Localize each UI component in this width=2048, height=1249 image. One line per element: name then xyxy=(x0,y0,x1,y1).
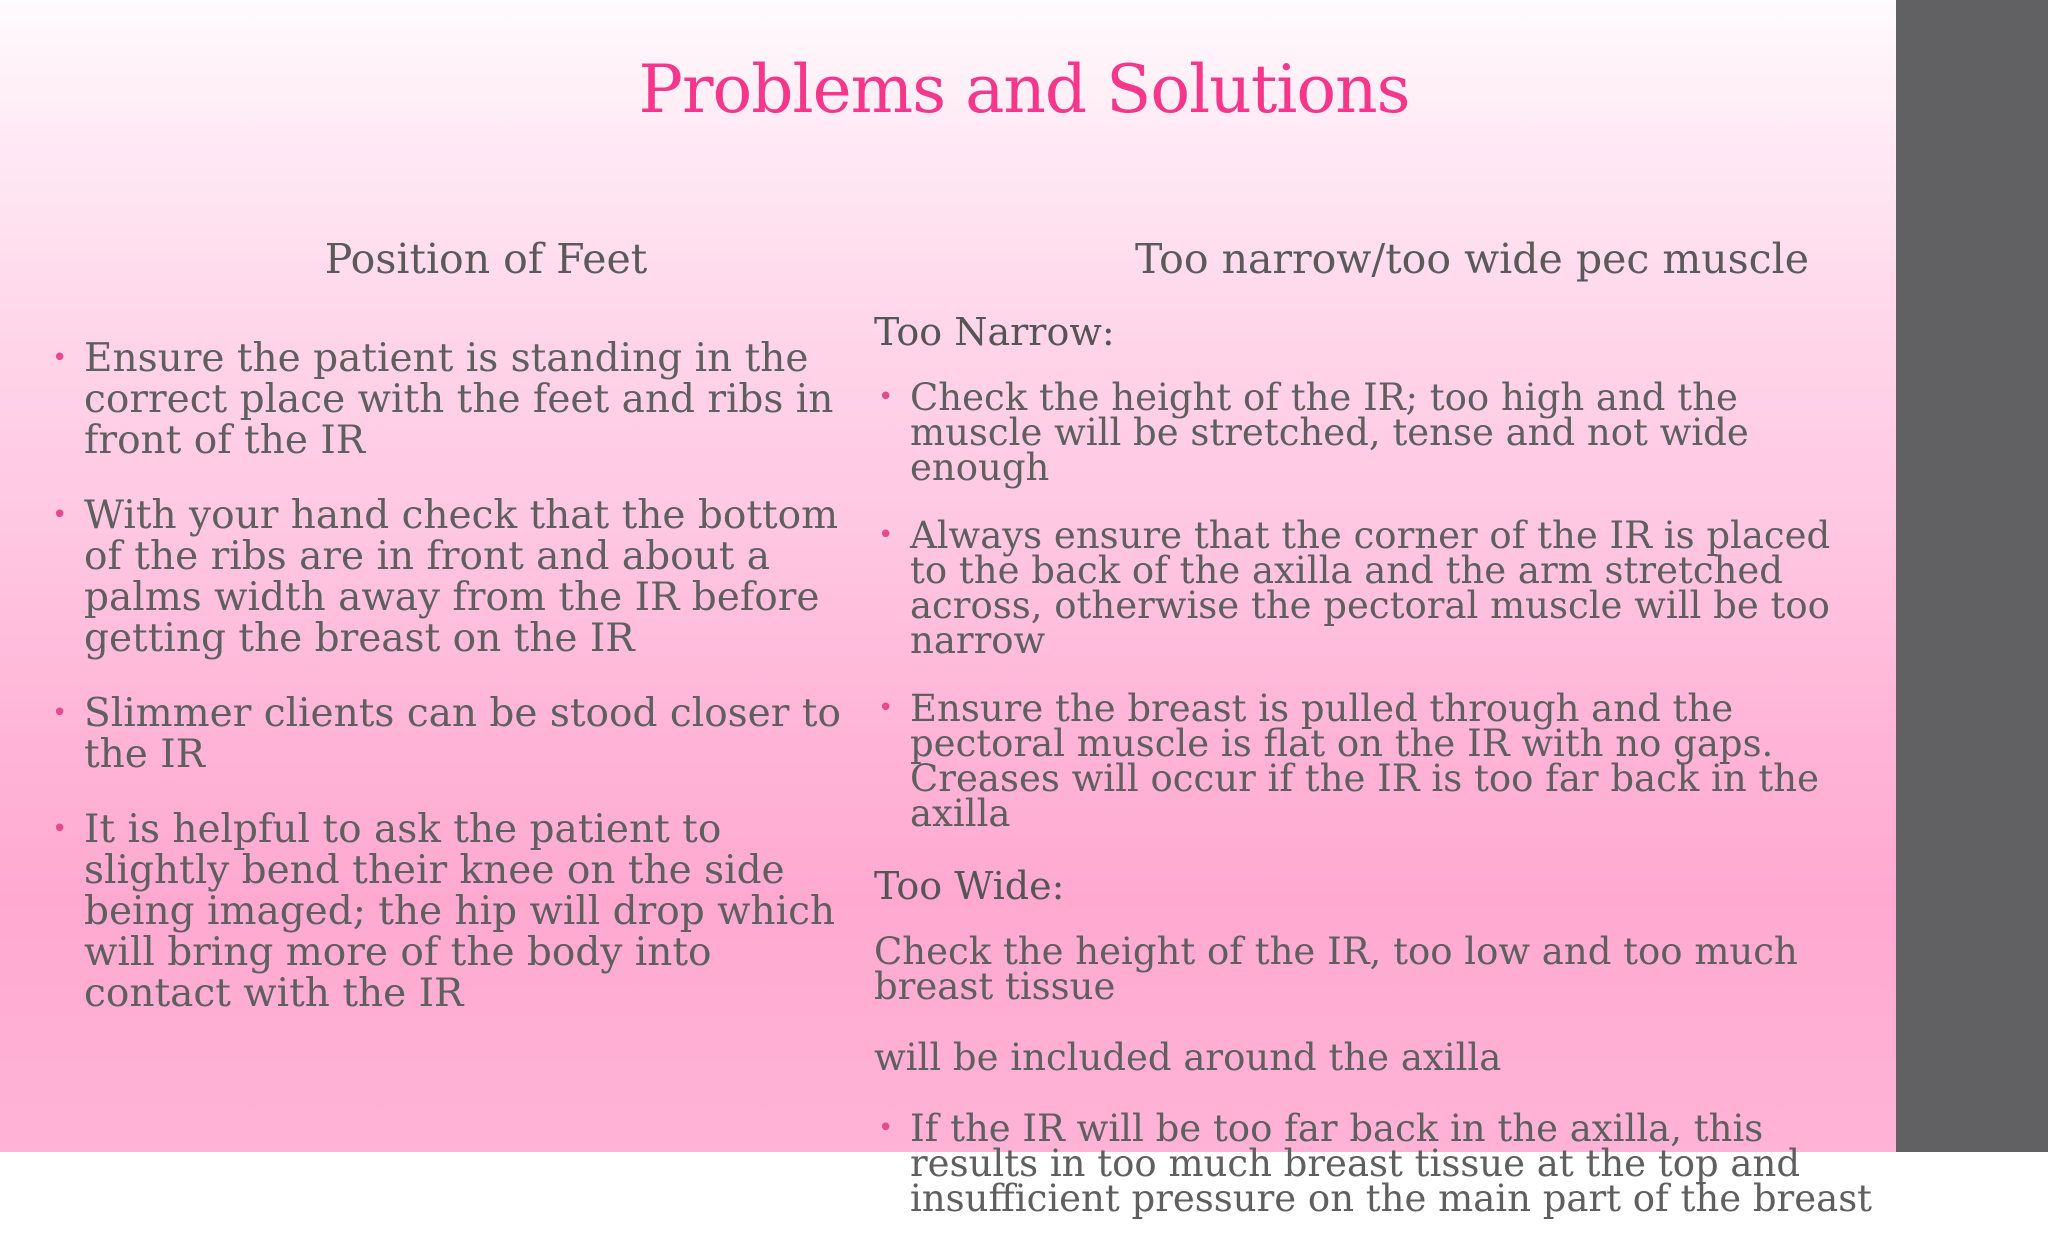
bullet-item xyxy=(874,1107,1874,1220)
slide-sidebar xyxy=(1896,0,2048,1152)
bullet-item xyxy=(874,687,1874,835)
bullet-marker: • xyxy=(52,814,68,844)
left-column xyxy=(48,338,860,1048)
bullet-text: Check the height of the IR; too high and the muscle will be stretched, tense and not wide enough xyxy=(910,376,1749,489)
bullet-text: With your hand check that the bottom of the ribs are in front and about a palms width away from the IR before getting the breast on the IR xyxy=(84,493,839,661)
too-narrow-label: Too Narrow: xyxy=(874,310,1115,354)
bullet-text: Ensure the patient is standing in the correct place with the feet and ribs in front of the IR xyxy=(84,336,834,463)
bullet-text: Ensure the breast is pulled through and the pectoral muscle is flat on the IR with no gaps. Creases will occur if the IR is too far back in the axilla xyxy=(910,687,1820,835)
bullet-item xyxy=(874,514,1874,662)
bullet-marker: • xyxy=(878,1113,894,1143)
bullet-marker: • xyxy=(878,693,894,723)
too-wide-paragraph: will be included around the axilla xyxy=(874,1036,1502,1079)
too-wide-label: Too Wide: xyxy=(874,864,1065,908)
bullet-text: It is helpful to ask the patient to slightly bend their knee on the side being imaged; the hip will drop which will bring more of the body into contact with the IR xyxy=(84,807,836,1016)
bullet-item xyxy=(48,809,860,1014)
too-wide-paragraph: Check the height of the IR, too low and too much breast tissue xyxy=(874,930,1798,1008)
bullet-marker: • xyxy=(52,343,68,373)
right-column xyxy=(874,310,1874,1249)
right-column-heading: Too narrow/too wide pec muscle xyxy=(1135,235,1809,283)
bullet-text: Slimmer clients can be stood closer to the IR xyxy=(84,691,841,777)
bullet-marker: • xyxy=(878,520,894,550)
bullet-text: If the IR will be too far back in the axilla, this results in too much breast tissue at the top and insufficient pressure on the main part of the breast xyxy=(910,1107,1873,1220)
bullet-marker: • xyxy=(878,382,894,412)
bullet-item xyxy=(48,338,860,461)
slide-title: Problems and Solutions xyxy=(638,51,1410,128)
bullet-item xyxy=(874,376,1874,489)
bullet-item xyxy=(48,693,860,775)
bullet-item xyxy=(48,495,860,659)
bullet-marker: • xyxy=(52,698,68,728)
left-column-heading: Position of Feet xyxy=(324,235,648,283)
bullet-marker: • xyxy=(52,500,68,530)
bullet-text: Always ensure that the corner of the IR is placed to the back of the axilla and the arm stretched across, otherwise the pectoral muscle will be too narrow xyxy=(910,514,1831,662)
